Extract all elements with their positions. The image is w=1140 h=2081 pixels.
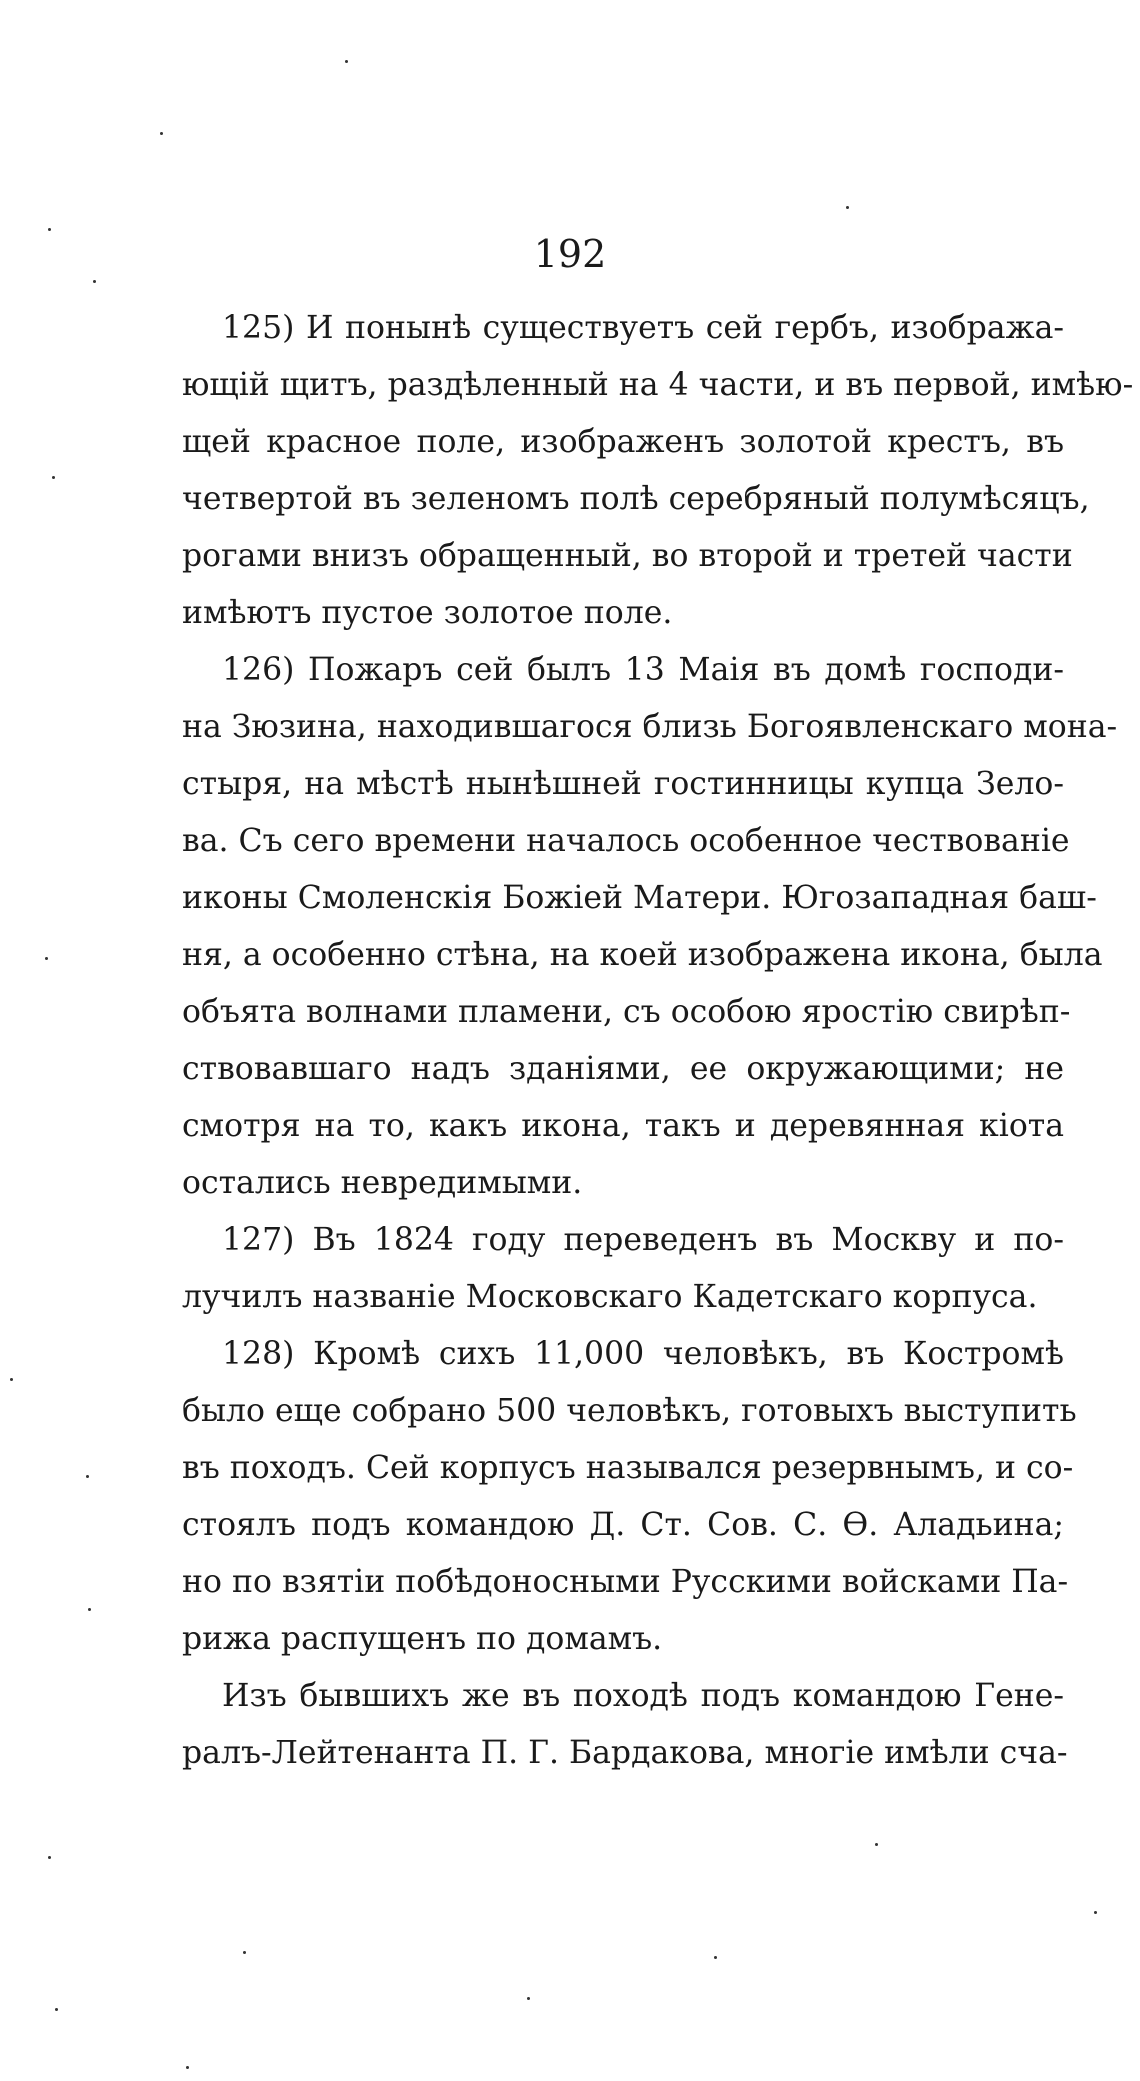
text-line: 125) И понынѣ существуетъ сей гербъ, изобража- xyxy=(222,310,1064,346)
text-line: было еще собрано 500 человѣкъ, готовыхъ выступить xyxy=(182,1393,1077,1429)
text-line: объята волнами пламени, съ особою яростію свирѣп- xyxy=(182,994,1071,1030)
scan-speck xyxy=(55,2008,58,2011)
scan-speck xyxy=(243,1951,246,1954)
scan-speck xyxy=(875,1843,878,1846)
scan-speck xyxy=(160,132,163,135)
text-line: ня, а особенно стѣна, на коей изображена икона, была xyxy=(182,937,1103,973)
text-line: въ походъ. Сей корпусъ назывался резервнымъ, и со- xyxy=(182,1450,1074,1486)
text-line: ва. Съ сего времени началось особенное чествованіе xyxy=(182,823,1070,859)
scan-speck xyxy=(45,957,48,960)
scan-speck xyxy=(93,280,96,283)
footnote-128 xyxy=(182,1326,1077,1668)
scan-speck xyxy=(846,206,849,209)
text-line: на Зюзина, находившагося близь Богоявленскаго мона- xyxy=(182,709,1118,745)
text-line: лучилъ названіе Московскаго Кадетскаго корпуса. xyxy=(182,1279,1038,1315)
text-line: смотря на то, какъ икона, такъ и деревянная кіота xyxy=(182,1108,1064,1144)
scan-speck xyxy=(527,1997,530,2000)
text-line: 126) Пожаръ сей былъ 13 Маія въ домѣ господи- xyxy=(222,652,1064,688)
text-line: ралъ-Лейтенанта П. Г. Бардакова, многіе имѣли сча- xyxy=(182,1735,1068,1771)
scan-speck xyxy=(86,1475,89,1478)
scan-speck xyxy=(10,1378,13,1381)
footnote-127 xyxy=(182,1212,1064,1326)
text-line: иконы Смоленскія Божіей Матери. Югозападная баш- xyxy=(182,880,1097,916)
text-line: стоялъ подъ командою Д. Ст. Сов. С. Ѳ. Аладьина; xyxy=(182,1507,1064,1543)
scan-speck xyxy=(48,228,51,231)
text-line: рижа распущенъ по домамъ. xyxy=(182,1621,663,1657)
text-line: но по взятіи побѣдоносными Русскими войсками Па- xyxy=(182,1564,1069,1600)
footnote-125 xyxy=(182,300,1134,642)
text-line: имѣютъ пустое золотое поле. xyxy=(182,595,673,631)
footnote-126 xyxy=(182,642,1118,1212)
text-line: щей красное поле, изображенъ золотой крестъ, въ xyxy=(182,424,1064,460)
text-line: ствовавшаго надъ зданіями, ее окружающими; не xyxy=(182,1051,1064,1087)
text-line: четвертой въ зеленомъ полѣ серебряный полумѣсяцъ, xyxy=(182,481,1090,517)
scan-speck xyxy=(88,1608,91,1611)
footnotes-text xyxy=(182,300,1134,1782)
scan-speck xyxy=(52,476,55,479)
scan-speck xyxy=(186,2066,189,2069)
text-line: 128) Кромѣ сихъ 11,000 человѣкъ, въ Костромѣ xyxy=(222,1336,1064,1372)
paragraph-continuation xyxy=(182,1668,1068,1782)
scan-speck xyxy=(714,1956,717,1959)
scan-speck xyxy=(1094,1911,1097,1914)
text-line: остались невредимыми. xyxy=(182,1165,583,1201)
scan-speck xyxy=(48,1856,51,1859)
page-number: 192 xyxy=(533,232,607,276)
text-line: рогами внизъ обращенный, во второй и третей части xyxy=(182,538,1073,574)
text-line: стыря, на мѣстѣ нынѣшней гостинницы купца Зело- xyxy=(182,766,1064,802)
text-line: Изъ бывшихъ же въ походѣ подъ командою Гене- xyxy=(222,1678,1064,1714)
text-line: ющій щитъ, раздѣленный на 4 части, и въ первой, имѣю- xyxy=(182,367,1134,403)
scan-speck xyxy=(345,60,348,63)
text-line: 127) Въ 1824 году переведенъ въ Москву и по- xyxy=(222,1222,1064,1258)
